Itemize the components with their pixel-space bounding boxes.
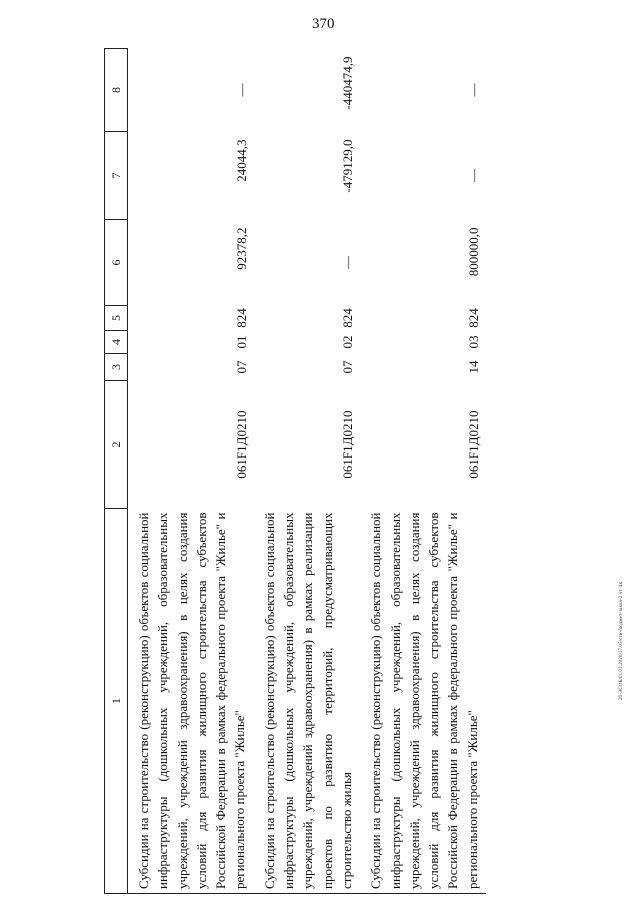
row-description: Субсидии на строительство (реконструкцию) объектов социальной инфраструктуры (дошкольных учреждений, образовательных учреждений, учреждений здравоохранения) в целях создания условий для развития жилищного строительства субъектов Российской Федерации в рамках федерального проекта "Жилье" и регионального проекта "Жилье"	[136, 512, 248, 889]
target-code: 061F1Д0210	[233, 410, 249, 479]
target-code: 061F1Д0210	[466, 410, 482, 479]
header-cell: 2	[105, 381, 128, 509]
amount-col6: 92378,2	[233, 227, 249, 270]
target-code: 061F1Д0210	[340, 410, 356, 479]
table-row	[128, 49, 254, 894]
amount-col8: -440474,9	[340, 56, 356, 110]
section-code: 07	[340, 360, 356, 374]
row-description: Субсидии на строительство (реконструкцию) объектов социальной инфраструктуры (дошкольных учреждений, образовательных учреждений, учреждений здравоохранения) в целях создания условий для развития жилищного строительства субъектов Российской Федерации в рамках федерального проекта "Жилье" и регионального проекта "Жилье"	[368, 512, 480, 889]
header-cell: 5	[105, 306, 128, 331]
amount-col7: -479129,0	[340, 139, 356, 193]
section-code: 07	[233, 360, 249, 374]
amount-col6: 800000,0	[466, 227, 482, 277]
header-cell: 6	[105, 220, 128, 306]
subsection-code: 01	[233, 335, 249, 349]
budget-table-rotated	[104, 49, 628, 894]
amount-col7: —	[466, 169, 482, 182]
amount-col6: —	[340, 256, 356, 269]
subsection-code: 02	[340, 335, 356, 349]
table-row	[254, 49, 360, 894]
expense-type-code: 824	[340, 308, 356, 328]
row-description: Субсидии на строительство (реконструкцию) объектов социальной инфраструктуры (дошкольных учреждений, образовательных учреждений, учреждений здравоохранения) в рамках реализации проектов по развитию территорий, предусматривающих строительство жилья	[261, 512, 354, 889]
side-note: 20-ЭСОБ/01.03.2020/17.05/сти-бюджет-закон-2 чт. 4к	[619, 581, 624, 700]
subsection-code: 03	[466, 335, 482, 349]
header-cell: 4	[105, 331, 128, 354]
table-header-row	[105, 49, 128, 894]
header-cell: 7	[105, 132, 128, 220]
section-code: 14	[466, 360, 482, 374]
header-cell: 1	[105, 509, 128, 894]
expense-type-code: 824	[466, 308, 482, 328]
amount-col7: 24044,3	[233, 139, 249, 182]
amount-col8: —	[466, 83, 482, 97]
header-cell: 3	[105, 354, 128, 381]
table-row	[360, 49, 486, 894]
header-cell: 8	[105, 49, 128, 132]
page-number: 370	[312, 16, 335, 32]
budget-table	[104, 48, 486, 894]
expense-type-code: 824	[233, 308, 249, 328]
amount-col8: —	[233, 83, 249, 97]
